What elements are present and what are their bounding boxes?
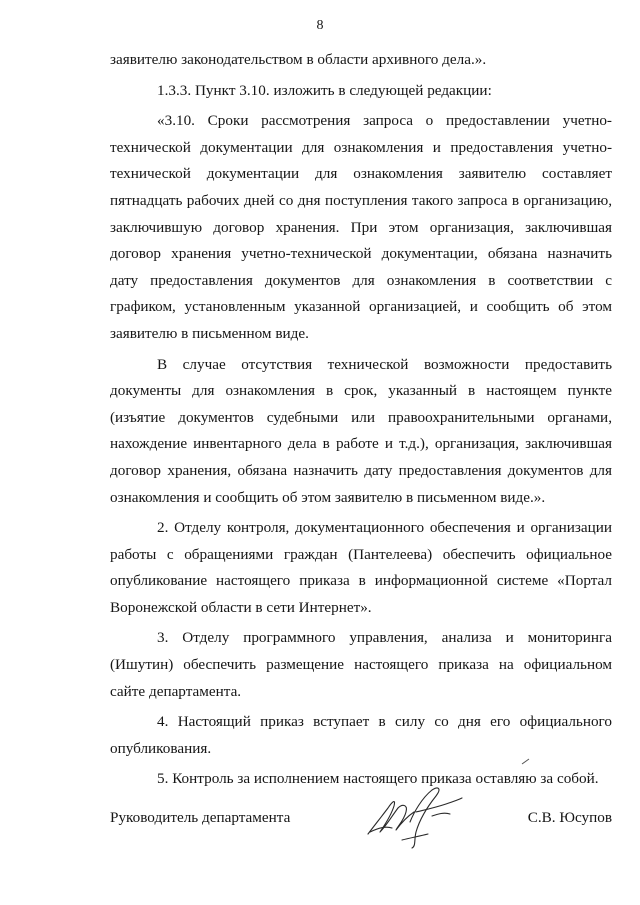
paragraph-item-3: 3. Отделу программного управления, анализа и мониторинга (Ишутин) обеспечить размещение настоящего приказа на официальном сайте департамента. [110,629,612,700]
paragraph-item-5: 5. Контроль за исполнением настоящего приказа оставляю за собой. [157,770,599,788]
signatory-name: С.В. Юсупов [527,809,612,826]
handwritten-signature-icon [362,782,470,852]
paragraph-item-2: 2. Отделу контроля, документационного обеспечения и организации работы с обращениями граждан (Пантелеева) обеспечить официальное опубликование настоящего приказа в информационной системе «Портал Воронежской области в сети Интернет». [110,519,612,616]
paragraph-3-10: «3.10. Сроки рассмотрения запроса о предоставлении учетно-технической документации для ознакомления и предоставления учетно-технической документации для ознакомления заявителю составляет пятнадцать рабочих дней со дня поступления такого запроса в организацию, заключившую договор хранения. При этом организация, заключившая договор хранения учетно-технической документации, обязана назначить дату предоставления документов для ознакомления в соответствии с графиком, установленным указанной организацией, и сообщить об этом заявителю в письменном виде. [110,112,612,342]
signature-block [110,809,612,833]
page-number: 8 [316,18,324,33]
ink-mark-icon [521,757,531,765]
paragraph-1-3-3: 1.3.3. Пункт 3.10. изложить в следующей редакции: [157,81,492,99]
document-body [110,47,612,793]
paragraph-continuation: заявителю законодательством в области архивного дела.». [110,51,487,68]
signatory-title: Руководитель департамента [110,809,291,826]
paragraph-item-4: 4. Настоящий приказ вступает в силу со дня его официального опубликования. [110,713,612,757]
paragraph-no-tech-possibility: В случае отсутствия технической возможности предоставить документы для ознакомления в срок, указанный в настоящем пункте (изъятие документов судебными или правоохранительными органами, нахождение инвентарного дела в работе и т.д.), организация, заключившая договор хранения, обязана назначить дату предоставления документов для ознакомления и сообщить об этом заявителю в письменном виде.». [110,355,612,506]
